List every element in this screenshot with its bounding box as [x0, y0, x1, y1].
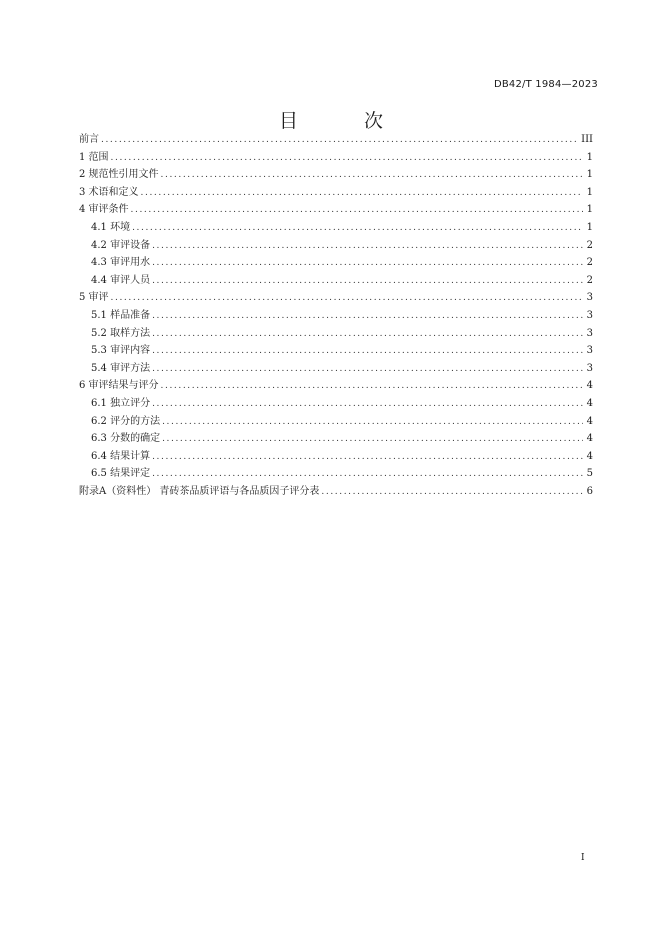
toc-entry-page: 6 — [586, 485, 593, 497]
dot-leader — [162, 431, 583, 448]
toc-entry-section-6-4[interactable] — [79, 448, 593, 466]
toc-entry-page: 2 — [586, 239, 593, 251]
toc-entry-page: 1 — [586, 221, 593, 233]
dot-leader — [152, 449, 583, 466]
toc-entry-label: 附录A（资料性） 青砖茶品质评语与各品质因子评分表 — [79, 485, 320, 497]
toc-entry-page: 3 — [586, 292, 593, 304]
toc-entry-section-4[interactable] — [79, 201, 593, 219]
toc-entry-page: 4 — [586, 397, 593, 409]
dot-leader — [152, 308, 583, 325]
toc-entry-section-5-3[interactable] — [79, 342, 593, 360]
toc-entry-label: 5 审评 — [79, 292, 109, 304]
toc-entry-page: 3 — [586, 327, 593, 339]
toc-entry-label: 2 规范性引用文件 — [79, 169, 159, 181]
dot-leader — [152, 273, 583, 290]
dot-leader — [152, 255, 583, 272]
toc-entry-page: 4 — [586, 433, 593, 445]
dot-leader — [152, 238, 583, 255]
toc-entry-section-4-1[interactable] — [79, 219, 593, 237]
toc-entry-label: 6.5 结果评定 — [91, 468, 151, 480]
toc-entry-section-6-2[interactable] — [79, 413, 593, 431]
toc-entry-label: 4 审评条件 — [79, 204, 129, 216]
toc-entry-page: 4 — [586, 450, 593, 462]
toc-entry-section-4-4[interactable] — [79, 272, 593, 290]
dot-leader — [111, 290, 583, 307]
toc-entry-section-4-3[interactable] — [79, 254, 593, 272]
toc-entry-appendix-a[interactable] — [79, 483, 593, 501]
toc-entry-page: 3 — [586, 309, 593, 321]
dot-leader — [152, 343, 583, 360]
dot-leader — [152, 396, 583, 413]
toc-entry-page: 3 — [586, 345, 593, 357]
dot-leader — [161, 378, 583, 395]
dot-leader — [152, 361, 583, 378]
toc-entry-section-6[interactable] — [79, 377, 593, 395]
document-code: DB42/T 1984—2023 — [493, 79, 598, 90]
toc-entry-page: 4 — [586, 415, 593, 427]
toc-entry-page: 2 — [586, 274, 593, 286]
dot-leader — [132, 220, 583, 237]
toc-entry-foreword[interactable] — [79, 131, 593, 149]
toc-entry-section-6-5[interactable] — [79, 465, 593, 483]
dot-leader — [111, 150, 583, 167]
toc-entry-section-2[interactable] — [79, 166, 593, 184]
toc-entry-label: 4.3 审评用水 — [91, 257, 151, 269]
page-number: I — [581, 853, 585, 863]
toc-entry-label: 前言 — [79, 134, 99, 145]
toc-entry-label: 6.2 评分的方法 — [91, 415, 161, 427]
toc-entry-label: 5.4 审评方法 — [91, 362, 151, 374]
toc-entry-label: 6 审评结果与评分 — [79, 380, 159, 392]
toc-entry-section-3[interactable] — [79, 184, 593, 202]
toc-entry-page: III — [581, 134, 593, 145]
toc-entry-label: 1 范围 — [79, 151, 109, 163]
toc-entry-label: 6.4 结果计算 — [91, 450, 151, 462]
toc-entry-section-4-2[interactable] — [79, 237, 593, 255]
toc-entry-label: 4.2 审评设备 — [91, 239, 151, 251]
dot-leader — [152, 466, 583, 483]
toc-title: 目 次 — [278, 110, 414, 132]
toc-entry-section-6-1[interactable] — [79, 395, 593, 413]
toc-entry-page: 1 — [586, 169, 593, 181]
toc-entry-label: 5.1 样品准备 — [91, 309, 151, 321]
toc-entry-page: 1 — [586, 204, 593, 216]
toc-entry-label: 4.1 环境 — [91, 221, 131, 233]
dot-leader — [162, 414, 583, 431]
toc-entry-section-5[interactable] — [79, 289, 593, 307]
dot-leader — [161, 167, 583, 184]
toc-entry-label: 6.1 独立评分 — [91, 397, 151, 409]
toc-entry-section-5-4[interactable] — [79, 360, 593, 378]
toc-entry-page: 5 — [586, 468, 593, 480]
toc-entry-section-5-1[interactable] — [79, 307, 593, 325]
dot-leader — [321, 484, 582, 501]
toc-entry-page: 2 — [586, 257, 593, 269]
toc-entry-page: 4 — [586, 380, 593, 392]
dot-leader — [152, 326, 583, 343]
toc-entry-page: 1 — [586, 186, 593, 198]
toc-entry-label: 5.3 审评内容 — [91, 345, 151, 357]
dot-leader — [141, 185, 583, 202]
table-of-contents — [79, 131, 593, 500]
toc-entry-label: 5.2 取样方法 — [91, 327, 151, 339]
toc-entry-section-5-2[interactable] — [79, 325, 593, 343]
toc-entry-page: 3 — [586, 362, 593, 374]
toc-entry-label: 4.4 审评人员 — [91, 274, 151, 286]
toc-entry-section-6-3[interactable] — [79, 430, 593, 448]
toc-entry-label: 6.3 分数的确定 — [91, 433, 161, 445]
dot-leader — [101, 132, 577, 149]
toc-entry-page: 1 — [586, 151, 593, 163]
toc-entry-label: 3 术语和定义 — [79, 186, 139, 198]
toc-entry-section-1[interactable] — [79, 149, 593, 167]
dot-leader — [131, 202, 583, 219]
